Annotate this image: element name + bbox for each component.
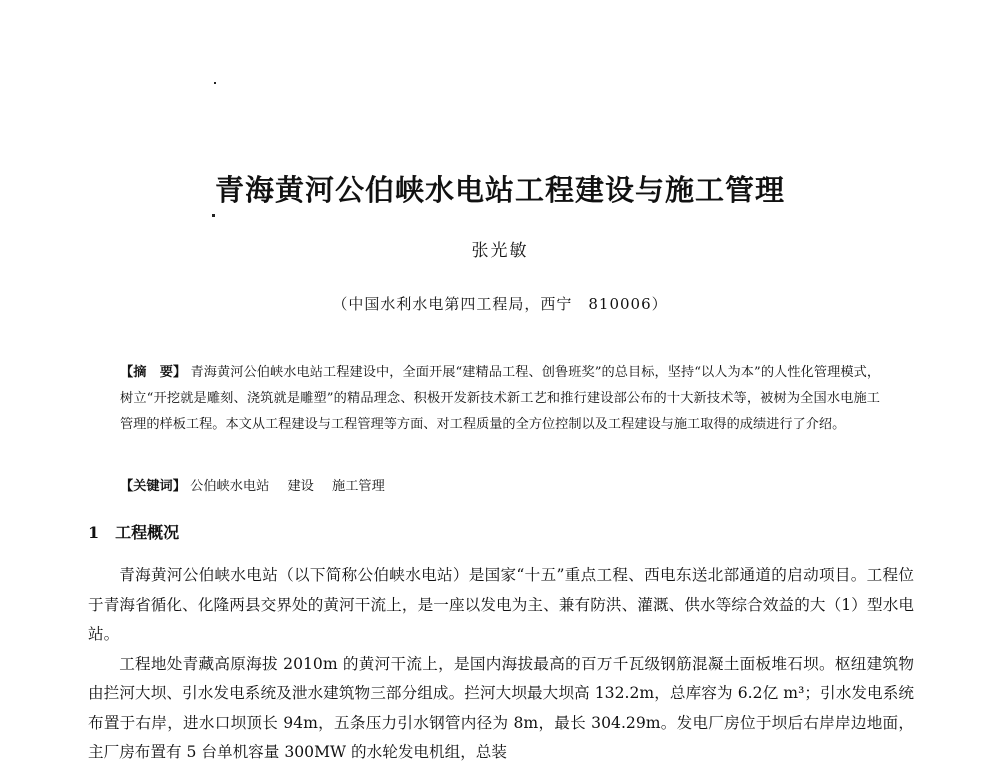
scan-speck (214, 82, 216, 84)
paper-title: 青海黄河公伯峡水电站工程建设与施工管理 (214, 173, 785, 207)
keywords-label: 【关键词】 (120, 479, 186, 494)
keyword-item: 公伯峡水电站 (190, 479, 270, 494)
paragraph: 青海黄河公伯峡水电站（以下简称公伯峡水电站）是国家“十五”重点工程、西电东送北部通道的启动项目。工程位于青海省循化、化隆两县交界处的黄河干流上，是一座以发电为主、兼有防洪、灌溉、供水等综合效益的大（1）型水电站。 (88, 566, 914, 643)
keywords (120, 476, 880, 498)
section-number: 1 (88, 523, 100, 542)
author-affiliation: （中国水利水电第四工程局，西宁 810006） (332, 295, 668, 313)
scan-speck (212, 214, 215, 217)
keyword-item: 施工管理 (332, 479, 385, 494)
body-text (88, 561, 914, 768)
keyword-item: 建设 (287, 479, 314, 494)
abstract-text: 青海黄河公伯峡水电站工程建设中，全面开展“建精品工程、创鲁班奖”的总目标，坚持“以人为本”的人性化管理模式，树立“开挖就是雕刻、浇筑就是雕塑”的精品理念、积极开发新技术新工艺和推行建设部公布的十大新技术等，被树为全国水电施工管理的样板工程。本文从工程建设与工程管理等方面、对工程质量的全方位控制以及工程建设与施工取得的成绩进行了介绍。 (120, 365, 881, 432)
section-heading (88, 520, 179, 543)
abstract (120, 360, 880, 438)
author-name: 张光敏 (471, 241, 529, 261)
paragraph: 工程地处青藏高原海拔 2010m 的黄河干流上，是国内海拔最高的百万千瓦级钢筋混凝土面板堆石坝。枢纽建筑物由拦河大坝、引水发电系统及泄水建筑物三部分组成。拦河大坝最大坝高 132.2m，总库容为 6.2亿 m³；引水发电系统布置于右岸，进水口坝顶长 94m，五条压力引水钢管内径为 8m，最长 304.29m。发电厂房位于坝后右岸岸边地面，主厂房布置有 5 台单机容量 300MW 的水轮发电机组，总装 (88, 654, 914, 761)
abstract-label: 【摘 要】 (120, 365, 187, 380)
section-title: 工程概况 (115, 523, 180, 542)
